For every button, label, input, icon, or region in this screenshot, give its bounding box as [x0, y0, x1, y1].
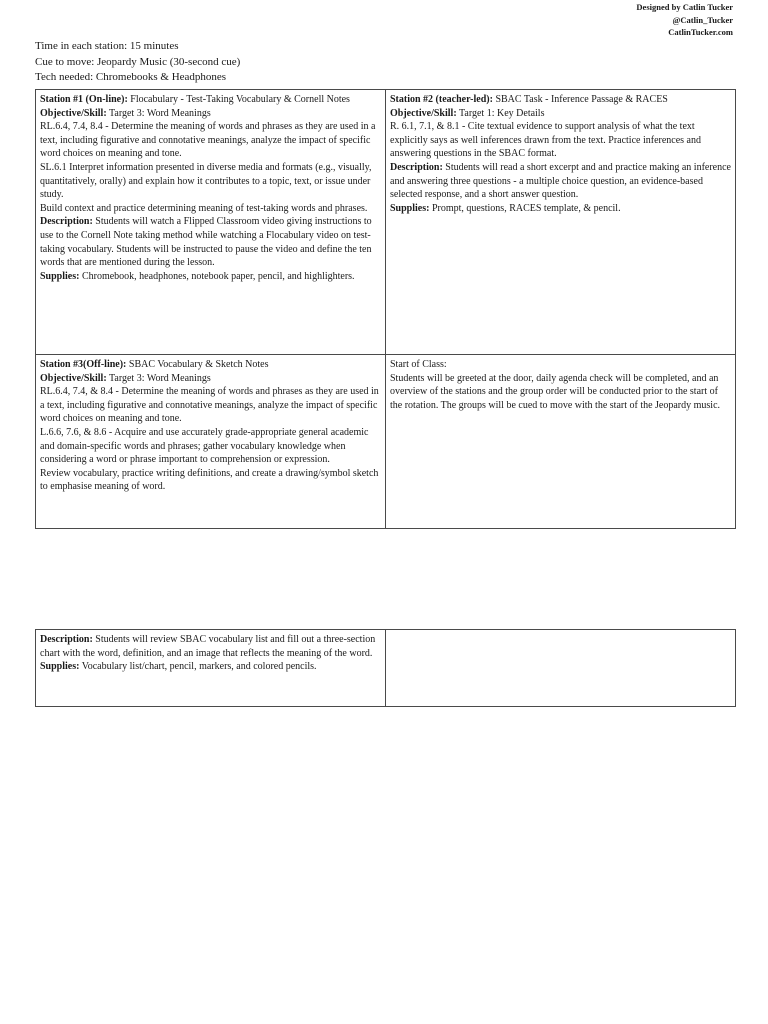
station-row-3-continued	[36, 630, 736, 707]
station-2-standard: R. 6.1, 7.1, & 8.1 - Cite textual evidence to support analysis of what the text explicitly says as well inferences drawn from the text. Practice inferences and answering questions in the SBAC format.	[390, 121, 701, 160]
empty-cell	[386, 630, 736, 707]
station-time: Time in each station: 15 minutes	[35, 40, 179, 52]
station-1-supplies-label: Supplies:	[40, 270, 80, 282]
station-2-title: SBAC Task - Inference Passage & RACES	[495, 94, 668, 105]
station-3-description: Students will review SBAC vocabulary list and fill out a three-section chart with the word, definition, and an image that reflects the meaning of the word.	[40, 634, 376, 659]
tech-needed: Tech needed: Chromebooks & Headphones	[35, 71, 227, 83]
station-2-description: Students will read a short excerpt and and practice making an inference and answering three questions - a multiple choice question, an evidence-based selected response, and a short answer question.	[390, 161, 731, 201]
start-of-class-heading: Start of Class:	[390, 359, 447, 370]
station-1-supplies: Chromebook, headphones, notebook paper, pencil, and highlighters.	[81, 270, 355, 282]
station-3-heading: Station #3(Off-line):	[40, 359, 127, 370]
station-1-heading: Station #1 (On-line):	[40, 94, 128, 105]
station-overview	[35, 39, 240, 86]
credit-name: Designed by Catlin Tucker	[636, 2, 733, 12]
credit-website: CatlinTucker.com	[668, 27, 733, 37]
start-of-class-text: Students will be greeted at the door, daily agenda check will be completed, and an overview of the stations and the group order will be conducted prior to the start of the rotation. The groups will be cued to move with the start of the Jeopardy music.	[390, 372, 721, 411]
station-1-objective-label: Objective/Skill:	[40, 107, 107, 119]
station-3-title: SBAC Vocabulary & Sketch Notes	[128, 359, 269, 370]
station-1-goal: Build context and practice determining meaning of test-taking words and phrases.	[40, 202, 368, 214]
move-cue: Cue to move: Jeopardy Music (30-second cue)	[35, 55, 241, 68]
station-3-supplies: Vocabulary list/chart, pencil, markers, and colored pencils.	[81, 661, 317, 673]
station-2-supplies-label: Supplies:	[390, 202, 430, 214]
station-2-objective: Target 1: Key Details	[459, 107, 545, 119]
start-of-class-cell	[386, 355, 736, 529]
station-3-description-label: Description:	[40, 634, 93, 645]
station-1-objective: Target 3: Word Meanings	[109, 107, 211, 119]
station-table-continued	[35, 629, 736, 707]
station-2-cell	[386, 90, 736, 355]
station-3-supplies-label: Supplies:	[40, 661, 80, 673]
station-1-standard-rl: RL.6.4, 7.4, 8.4 - Determine the meaning of words and phrases as they are used in a text, including figurative and connotative meanings, analyze the impact of specific word choices on meaning and tone.	[40, 121, 376, 160]
station-row-2	[36, 355, 736, 529]
station-2-description-label: Description:	[390, 161, 443, 173]
station-3-objective-label: Objective/Skill:	[40, 372, 107, 384]
station-1-title: Flocabulary - Test-Taking Vocabulary & Cornell Notes	[130, 94, 350, 105]
station-2-supplies: Prompt, questions, RACES template, & pencil.	[431, 202, 621, 214]
station-3-standard-rl: RL.6.4, 7.4, & 8.4 - Determine the meaning of words and phrases as they are used in a text, including figurative and connotative meanings, analyze the impact of specific word choices on meaning and tone.	[40, 386, 379, 425]
station-table	[35, 89, 736, 529]
station-3-cell	[36, 355, 386, 529]
station-1-cell	[36, 90, 386, 355]
station-3-objective: Target 3: Word Meanings	[109, 372, 211, 384]
station-2-heading: Station #2 (teacher-led):	[390, 94, 493, 105]
station-1-description: Students will watch a Flipped Classroom video giving instructions to use to the Cornell Note taking method while watching a Flocabulary video on test-taking vocabulary. Students will be instructed to pause the video and define the ten words that are mentioned during the lesson.	[40, 216, 372, 269]
station-row-1	[36, 90, 736, 355]
station-1-description-label: Description:	[40, 216, 93, 228]
station-3-goal: Review vocabulary, practice writing definitions, and create a drawing/symbol sketch to emphasise meaning of word.	[40, 467, 379, 493]
station-3-continued-cell	[36, 630, 386, 707]
station-1-standard-sl: SL.6.1 Interpret information presented in diverse media and formats (e.g., visually, quantitatively, orally) and explain how it contributes to a topic, text, or issue under study.	[40, 161, 372, 201]
station-2-objective-label: Objective/Skill:	[390, 107, 457, 119]
station-3-standard-l: L.6.6, 7.6, & 8.6 - Acquire and use accurately grade-appropriate general academic and domain-specific words and phrases; gather vocabulary knowledge when considering a word or phrase important to comprehension or expression.	[40, 426, 369, 466]
credit-handle: @Catlin_Tucker	[672, 14, 733, 25]
designer-credit	[636, 1, 733, 39]
